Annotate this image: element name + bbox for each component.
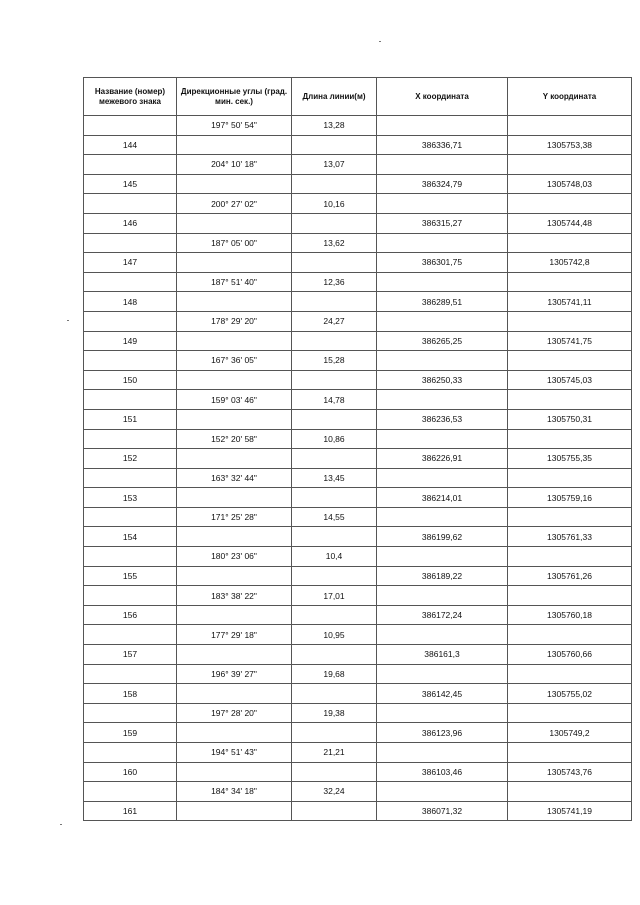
cell-direction-angle: 183° 38' 22" (177, 586, 292, 606)
cell-x-coordinate: 386265,25 (377, 331, 508, 351)
cell-direction-angle: 167° 36' 05" (177, 351, 292, 371)
table-row (84, 311, 632, 331)
cell-direction-angle (177, 409, 292, 429)
cell-marker-name: 149 (84, 331, 177, 351)
table-row (84, 155, 632, 175)
cell-line-length: 10,95 (292, 625, 377, 645)
cell-y-coordinate: 1305755,35 (508, 449, 632, 469)
cell-direction-angle: 197° 50' 54" (177, 116, 292, 136)
cell-direction-angle (177, 449, 292, 469)
cell-x-coordinate: 386103,46 (377, 762, 508, 782)
cell-x-coordinate (377, 272, 508, 292)
table-row (84, 390, 632, 410)
cell-direction-angle: 196° 39' 27" (177, 664, 292, 684)
cell-x-coordinate: 386336,71 (377, 135, 508, 155)
cell-line-length (292, 566, 377, 586)
table-row (84, 507, 632, 527)
table-row (84, 703, 632, 723)
cell-line-length: 14,55 (292, 507, 377, 527)
cell-marker-name: 154 (84, 527, 177, 547)
table-header-row (84, 78, 632, 116)
cell-line-length (292, 253, 377, 273)
cell-direction-angle (177, 135, 292, 155)
cell-marker-name: 152 (84, 449, 177, 469)
cell-x-coordinate (377, 116, 508, 136)
cell-x-coordinate (377, 429, 508, 449)
cell-line-length (292, 331, 377, 351)
cell-direction-angle: 152° 20' 58" (177, 429, 292, 449)
cell-line-length: 10,16 (292, 194, 377, 214)
cell-x-coordinate: 386315,27 (377, 213, 508, 233)
cell-direction-angle: 187° 51' 40" (177, 272, 292, 292)
cell-direction-angle: 200° 27' 02" (177, 194, 292, 214)
cell-line-length (292, 292, 377, 312)
cell-marker-name (84, 743, 177, 763)
cell-x-coordinate: 386250,33 (377, 370, 508, 390)
cell-direction-angle: 159° 03' 46" (177, 390, 292, 410)
cell-marker-name: 147 (84, 253, 177, 273)
cell-line-length: 32,24 (292, 782, 377, 802)
cell-x-coordinate (377, 507, 508, 527)
cell-x-coordinate: 386189,22 (377, 566, 508, 586)
cell-line-length: 10,86 (292, 429, 377, 449)
table-row (84, 174, 632, 194)
cell-line-length (292, 213, 377, 233)
table-row (84, 625, 632, 645)
cell-line-length (292, 801, 377, 821)
scan-speck (67, 320, 69, 321)
cell-y-coordinate: 1305760,66 (508, 645, 632, 665)
cell-x-coordinate (377, 782, 508, 802)
header-line-length: Длина линии(м) (292, 78, 377, 116)
cell-marker-name: 158 (84, 684, 177, 704)
table-row (84, 370, 632, 390)
table-row (84, 409, 632, 429)
cell-marker-name (84, 311, 177, 331)
cell-marker-name: 151 (84, 409, 177, 429)
cell-direction-angle: 163° 32' 44" (177, 468, 292, 488)
scan-speck (60, 824, 62, 825)
cell-direction-angle (177, 801, 292, 821)
cell-line-length: 12,36 (292, 272, 377, 292)
table-row (84, 331, 632, 351)
table-row (84, 586, 632, 606)
cell-line-length (292, 684, 377, 704)
cell-y-coordinate: 1305749,2 (508, 723, 632, 743)
cell-direction-angle (177, 566, 292, 586)
cell-y-coordinate: 1305755,02 (508, 684, 632, 704)
cell-direction-angle: 171° 25' 28" (177, 507, 292, 527)
cell-direction-angle: 197° 28' 20" (177, 703, 292, 723)
cell-x-coordinate: 386324,79 (377, 174, 508, 194)
cell-y-coordinate (508, 703, 632, 723)
cell-y-coordinate: 1305741,75 (508, 331, 632, 351)
cell-y-coordinate: 1305741,19 (508, 801, 632, 821)
table-row (84, 801, 632, 821)
cell-x-coordinate (377, 233, 508, 253)
cell-line-length (292, 723, 377, 743)
table-row (84, 782, 632, 802)
cell-direction-angle: 204° 10' 18" (177, 155, 292, 175)
cell-y-coordinate (508, 390, 632, 410)
cell-marker-name (84, 625, 177, 645)
cell-line-length (292, 135, 377, 155)
table-row (84, 292, 632, 312)
cell-line-length: 13,45 (292, 468, 377, 488)
cell-line-length: 15,28 (292, 351, 377, 371)
cell-y-coordinate (508, 429, 632, 449)
cell-y-coordinate: 1305759,16 (508, 488, 632, 508)
cell-marker-name (84, 703, 177, 723)
table-row (84, 743, 632, 763)
cell-x-coordinate (377, 664, 508, 684)
cell-y-coordinate (508, 547, 632, 567)
table-row (84, 762, 632, 782)
cell-line-length (292, 449, 377, 469)
cell-y-coordinate: 1305748,03 (508, 174, 632, 194)
cell-line-length (292, 762, 377, 782)
cell-y-coordinate: 1305761,26 (508, 566, 632, 586)
cell-marker-name: 146 (84, 213, 177, 233)
cell-y-coordinate (508, 664, 632, 684)
cell-line-length: 19,68 (292, 664, 377, 684)
cell-y-coordinate: 1305760,18 (508, 605, 632, 625)
header-marker-name: Название (номер) межевого знака (84, 78, 177, 116)
table-row (84, 684, 632, 704)
cell-direction-angle (177, 645, 292, 665)
cell-x-coordinate (377, 743, 508, 763)
cell-x-coordinate (377, 703, 508, 723)
cell-direction-angle (177, 723, 292, 743)
table-body (84, 116, 632, 821)
cell-marker-name (84, 272, 177, 292)
cell-marker-name (84, 390, 177, 410)
cell-direction-angle (177, 762, 292, 782)
cell-marker-name (84, 664, 177, 684)
cell-x-coordinate: 386071,32 (377, 801, 508, 821)
cell-x-coordinate (377, 351, 508, 371)
cell-x-coordinate: 386172,24 (377, 605, 508, 625)
header-direction-angle: Дирекционные углы (град. мин. сек.) (177, 78, 292, 116)
cell-line-length: 24,27 (292, 311, 377, 331)
cell-marker-name (84, 116, 177, 136)
cell-y-coordinate (508, 625, 632, 645)
cell-y-coordinate (508, 782, 632, 802)
cell-line-length: 21,21 (292, 743, 377, 763)
cell-x-coordinate (377, 547, 508, 567)
cell-y-coordinate: 1305742,8 (508, 253, 632, 273)
table-row (84, 351, 632, 371)
cell-x-coordinate: 386301,75 (377, 253, 508, 273)
cell-direction-angle: 178° 29' 20" (177, 311, 292, 331)
cell-line-length (292, 605, 377, 625)
cell-y-coordinate (508, 116, 632, 136)
table-row (84, 272, 632, 292)
cell-marker-name: 159 (84, 723, 177, 743)
cell-marker-name (84, 233, 177, 253)
table-row (84, 213, 632, 233)
cell-direction-angle (177, 488, 292, 508)
cell-marker-name: 161 (84, 801, 177, 821)
table-row (84, 566, 632, 586)
table-row (84, 233, 632, 253)
cell-y-coordinate (508, 194, 632, 214)
cell-x-coordinate: 386142,45 (377, 684, 508, 704)
cell-marker-name: 155 (84, 566, 177, 586)
cell-y-coordinate: 1305744,48 (508, 213, 632, 233)
header-x-coordinate: X координата (377, 78, 508, 116)
cell-marker-name: 144 (84, 135, 177, 155)
table-row (84, 135, 632, 155)
cell-y-coordinate (508, 586, 632, 606)
cell-x-coordinate: 386236,53 (377, 409, 508, 429)
cell-line-length (292, 174, 377, 194)
cell-direction-angle (177, 605, 292, 625)
cell-marker-name: 150 (84, 370, 177, 390)
cell-line-length (292, 370, 377, 390)
cell-y-coordinate (508, 468, 632, 488)
cell-marker-name (84, 547, 177, 567)
header-y-coordinate: Y координата (508, 78, 632, 116)
cell-y-coordinate: 1305750,31 (508, 409, 632, 429)
cell-x-coordinate: 386199,62 (377, 527, 508, 547)
cell-x-coordinate (377, 625, 508, 645)
cell-line-length: 19,38 (292, 703, 377, 723)
cell-marker-name: 145 (84, 174, 177, 194)
cell-y-coordinate (508, 311, 632, 331)
cell-x-coordinate (377, 194, 508, 214)
cell-marker-name: 148 (84, 292, 177, 312)
cell-marker-name: 157 (84, 645, 177, 665)
cell-direction-angle (177, 684, 292, 704)
cell-y-coordinate: 1305761,33 (508, 527, 632, 547)
cell-x-coordinate: 386161,3 (377, 645, 508, 665)
cell-direction-angle: 180° 23' 06" (177, 547, 292, 567)
cell-direction-angle (177, 213, 292, 233)
cell-line-length: 13,62 (292, 233, 377, 253)
cell-line-length: 10,4 (292, 547, 377, 567)
cell-y-coordinate (508, 507, 632, 527)
cell-x-coordinate: 386214,01 (377, 488, 508, 508)
cell-line-length (292, 645, 377, 665)
cell-marker-name (84, 429, 177, 449)
cell-marker-name (84, 782, 177, 802)
cell-line-length: 13,07 (292, 155, 377, 175)
cell-marker-name (84, 586, 177, 606)
cell-x-coordinate (377, 586, 508, 606)
cell-x-coordinate (377, 311, 508, 331)
cell-y-coordinate: 1305741,11 (508, 292, 632, 312)
table-row (84, 429, 632, 449)
table-row (84, 723, 632, 743)
table-row (84, 468, 632, 488)
cell-line-length: 13,28 (292, 116, 377, 136)
cell-line-length (292, 488, 377, 508)
cell-marker-name: 160 (84, 762, 177, 782)
table-row (84, 449, 632, 469)
cell-direction-angle (177, 370, 292, 390)
boundary-coordinates-table (83, 77, 632, 821)
cell-marker-name: 153 (84, 488, 177, 508)
cell-line-length (292, 527, 377, 547)
table-row (84, 664, 632, 684)
cell-line-length: 14,78 (292, 390, 377, 410)
cell-y-coordinate (508, 233, 632, 253)
cell-line-length (292, 409, 377, 429)
cell-direction-angle: 187° 05' 00" (177, 233, 292, 253)
cell-y-coordinate: 1305745,03 (508, 370, 632, 390)
cell-x-coordinate (377, 155, 508, 175)
cell-y-coordinate: 1305743,76 (508, 762, 632, 782)
cell-y-coordinate (508, 351, 632, 371)
cell-direction-angle (177, 292, 292, 312)
cell-marker-name (84, 468, 177, 488)
cell-direction-angle: 194° 51' 43" (177, 743, 292, 763)
cell-direction-angle (177, 527, 292, 547)
cell-y-coordinate (508, 743, 632, 763)
cell-direction-angle (177, 253, 292, 273)
cell-x-coordinate: 386123,96 (377, 723, 508, 743)
table-row (84, 547, 632, 567)
table-row (84, 645, 632, 665)
cell-marker-name (84, 155, 177, 175)
cell-direction-angle (177, 174, 292, 194)
cell-direction-angle: 184° 34' 18" (177, 782, 292, 802)
scan-speck (379, 41, 381, 42)
cell-marker-name (84, 194, 177, 214)
table-row (84, 605, 632, 625)
cell-x-coordinate: 386289,51 (377, 292, 508, 312)
cell-x-coordinate (377, 390, 508, 410)
cell-marker-name (84, 351, 177, 371)
table-row (84, 488, 632, 508)
table-row (84, 527, 632, 547)
cell-y-coordinate: 1305753,38 (508, 135, 632, 155)
table-row (84, 116, 632, 136)
cell-y-coordinate (508, 155, 632, 175)
table-row (84, 253, 632, 273)
cell-marker-name (84, 507, 177, 527)
cell-direction-angle: 177° 29' 18" (177, 625, 292, 645)
cell-x-coordinate: 386226,91 (377, 449, 508, 469)
cell-direction-angle (177, 331, 292, 351)
table-row (84, 194, 632, 214)
cell-line-length: 17,01 (292, 586, 377, 606)
cell-marker-name: 156 (84, 605, 177, 625)
cell-x-coordinate (377, 468, 508, 488)
cell-y-coordinate (508, 272, 632, 292)
